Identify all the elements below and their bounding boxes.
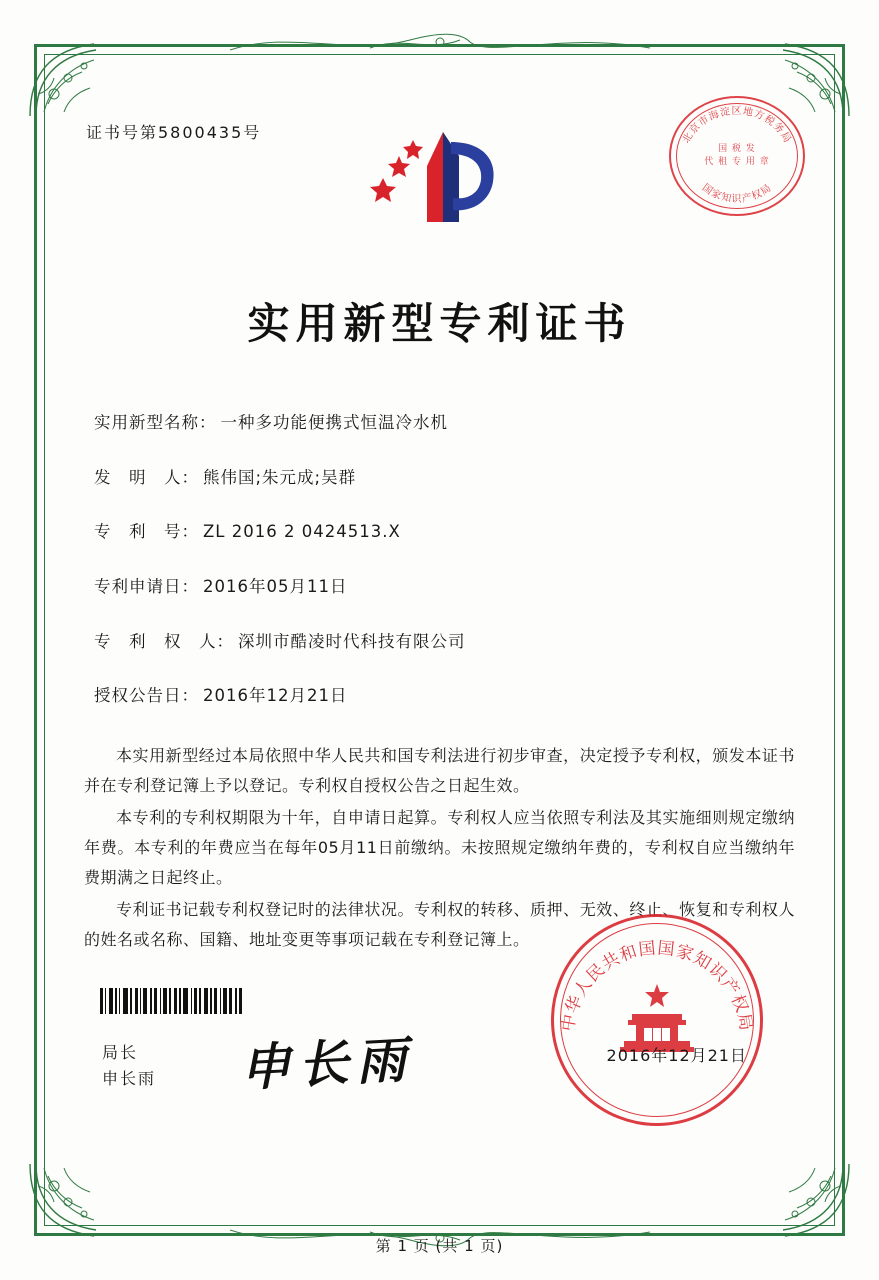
field-row-patent-number [80,522,799,543]
barcode [100,988,278,1014]
legal-paragraph-3: 专利证书记载专利权登记时的法律状况。专利权的转移、质押、无效、终止、恢复和专利权人的姓名或名称、国籍、地址变更等事项记载在专利登记簿上。 [84,899,795,949]
signature-role-label: 局长 [102,1043,139,1062]
field-value-grant-date: 2016年12月21日 [203,686,348,706]
field-label-patent-number: 专 利 号： [94,522,199,542]
seal-arc-top-text: 北京市海淀区地方税务局 [680,106,794,146]
legal-paragraph-2: 本专利的专利权期限为十年，自申请日起算。专利权人应当依照专利法及其实施细则规定缴纳年费。本专利的年费应当在每年05月11日前缴纳。未按照规定缴纳年费的，专利权自应当缴纳年费期满之日起终止。 [84,807,795,887]
certificate-content [80,96,799,1200]
cnipa-logo-icon [365,126,515,236]
field-label-name: 实用新型名称： [94,413,217,432]
field-row-inventor [80,468,799,489]
tax-office-seal [669,96,805,216]
seal-center-line-1: 国 税 发 [718,144,756,154]
certificate-number: 证书号第5800435号 [86,123,262,142]
field-row-name [80,413,799,434]
seal-arc-bottom-text: 国家知识产权局 [699,182,775,205]
legal-paragraph-1: 本实用新型经过本局依照中华人民共和国专利法进行初步审查，决定授予专利权，颁发本证书并在专利登记簿上予以登记。专利权自授权公告之日起生效。 [84,745,795,795]
national-seal [551,914,763,1126]
seal-center-text [704,143,769,169]
field-label-patentee: 专 利 权 人： [94,631,234,651]
field-label-inventor: 发 明 人： [94,467,199,487]
national-seal-arc-text: 中华人民共和国国家知识产权局 [557,938,757,1033]
field-row-application-date [80,577,799,598]
issue-date: 2016年12月21日 [606,1046,747,1065]
field-label-application-date: 专利申请日： [94,576,199,596]
field-value-patent-number: ZL 2016 2 0424513.X [203,522,401,542]
page-footer: 第 1 页 (共 1 页) [375,1237,504,1255]
svg-text:国家知识产权局 [700,182,774,205]
seal-center-line-2: 代 租 专 用 章 [704,157,770,167]
handwritten-signature: 申长雨 [238,1029,416,1098]
field-value-application-date: 2016年05月11日 [203,576,348,596]
field-value-inventor: 熊伟国;朱元成;吴群 [203,467,357,487]
svg-text:北京市海淀区地方税务局 [680,104,794,145]
signature-block [102,1040,156,1092]
signature-name-label: 申长雨 [102,1069,157,1088]
field-row-patentee [80,632,799,653]
field-label-grant-date: 授权公告日： [94,686,199,706]
page-title: 实用新型专利证书 [247,299,632,348]
field-row-grant-date [80,686,799,707]
field-value-patentee: 深圳市酷凌时代科技有限公司 [238,631,466,651]
field-value-name: 一种多功能便携式恒温冷水机 [220,413,448,432]
certificate-fields [80,413,799,707]
